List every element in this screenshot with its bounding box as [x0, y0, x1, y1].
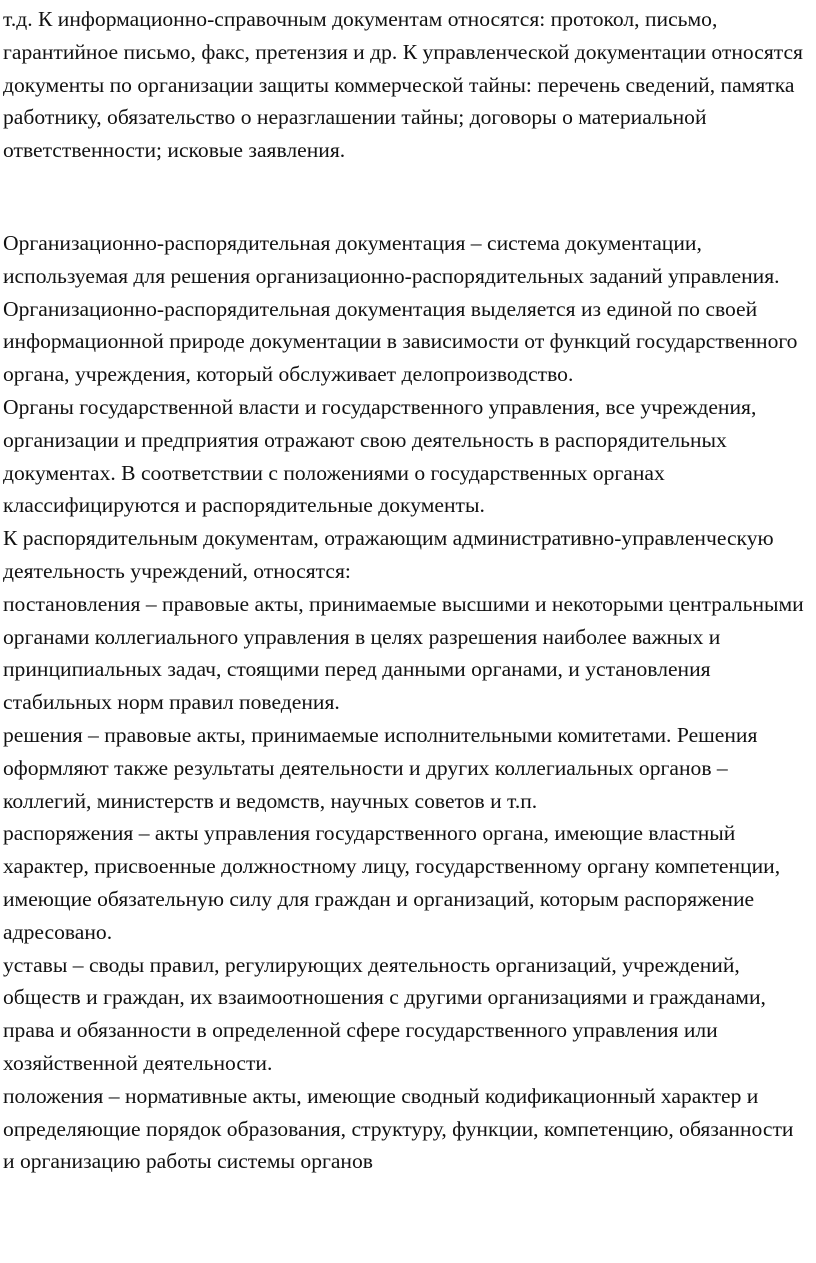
paragraph-gap — [3, 167, 810, 227]
paragraph-classification: Организационно-распорядительная документация выделяется из единой по своей информационной природе документации в зависимости от функций государственного органа, учреждения, который обслуживает делопроизводство. — [3, 296, 798, 387]
paragraph-resolutions: постановления – правовые акты, принимаемые высшими и некоторыми центральными органами коллегиального управления в целях разрешения наиболее важных и принципиальных задач, стоящими перед данными органами, и установления стабильных норм правил поведения. — [3, 591, 804, 715]
paragraph-definition: Организационно-распорядительная документация – система документации, используемая для решения организационно-распорядительных заданий управления. — [3, 230, 780, 288]
intro-paragraph: т.д. К информационно-справочным документам относятся: протокол, письмо, гарантийное письмо, факс, претензия и др. К управленческой документации относятся документы по организации защиты коммерческой тайны: перечень сведений, памятка работнику, обязательство о неразглашении тайны; договоры о материальной ответственности; исковые заявления. — [3, 7, 803, 163]
paragraph-government-bodies: Органы государственной власти и государственного управления, все учреждения, организации и предприятия отражают свою деятельность в распорядительных документах. В соответствии с положениями о государственных органах классифицируются и распорядительные документы. — [3, 394, 757, 518]
paragraph-decisions: решения – правовые акты, принимаемые исполнительными комитетами. Решения оформляют также результаты деятельности и других коллегиальных органов – коллегий, министерств и ведомств, научных советов и т.п. — [3, 722, 758, 813]
paragraph-orders: распоряжения – акты управления государственного органа, имеющие властный характер, присвоенные должностному лицу, государственному органу компетенции, имеющие обязательную силу для граждан и организаций, которым распоряжение адресовано. — [3, 821, 781, 944]
paragraph-statutes: уставы – своды правил, регулирующих деятельность организаций, учреждений, обществ и граждан, их взаимоотношения с другими организациями и гражданами, права и обязанности в определенной сфере государственного управления или хозяйственной деятельности. — [3, 952, 766, 1075]
paragraph-list-intro: К распорядительным документам, отражающим административно-управленческую деятельность учреждений, относятся: — [3, 526, 774, 583]
paragraph-regulations: положения – нормативные акты, имеющие сводный кодификационный характер и определяющие порядок образования, структуру, функции, компетенцию, обязанности и организацию работы системы органов — [3, 1083, 794, 1174]
